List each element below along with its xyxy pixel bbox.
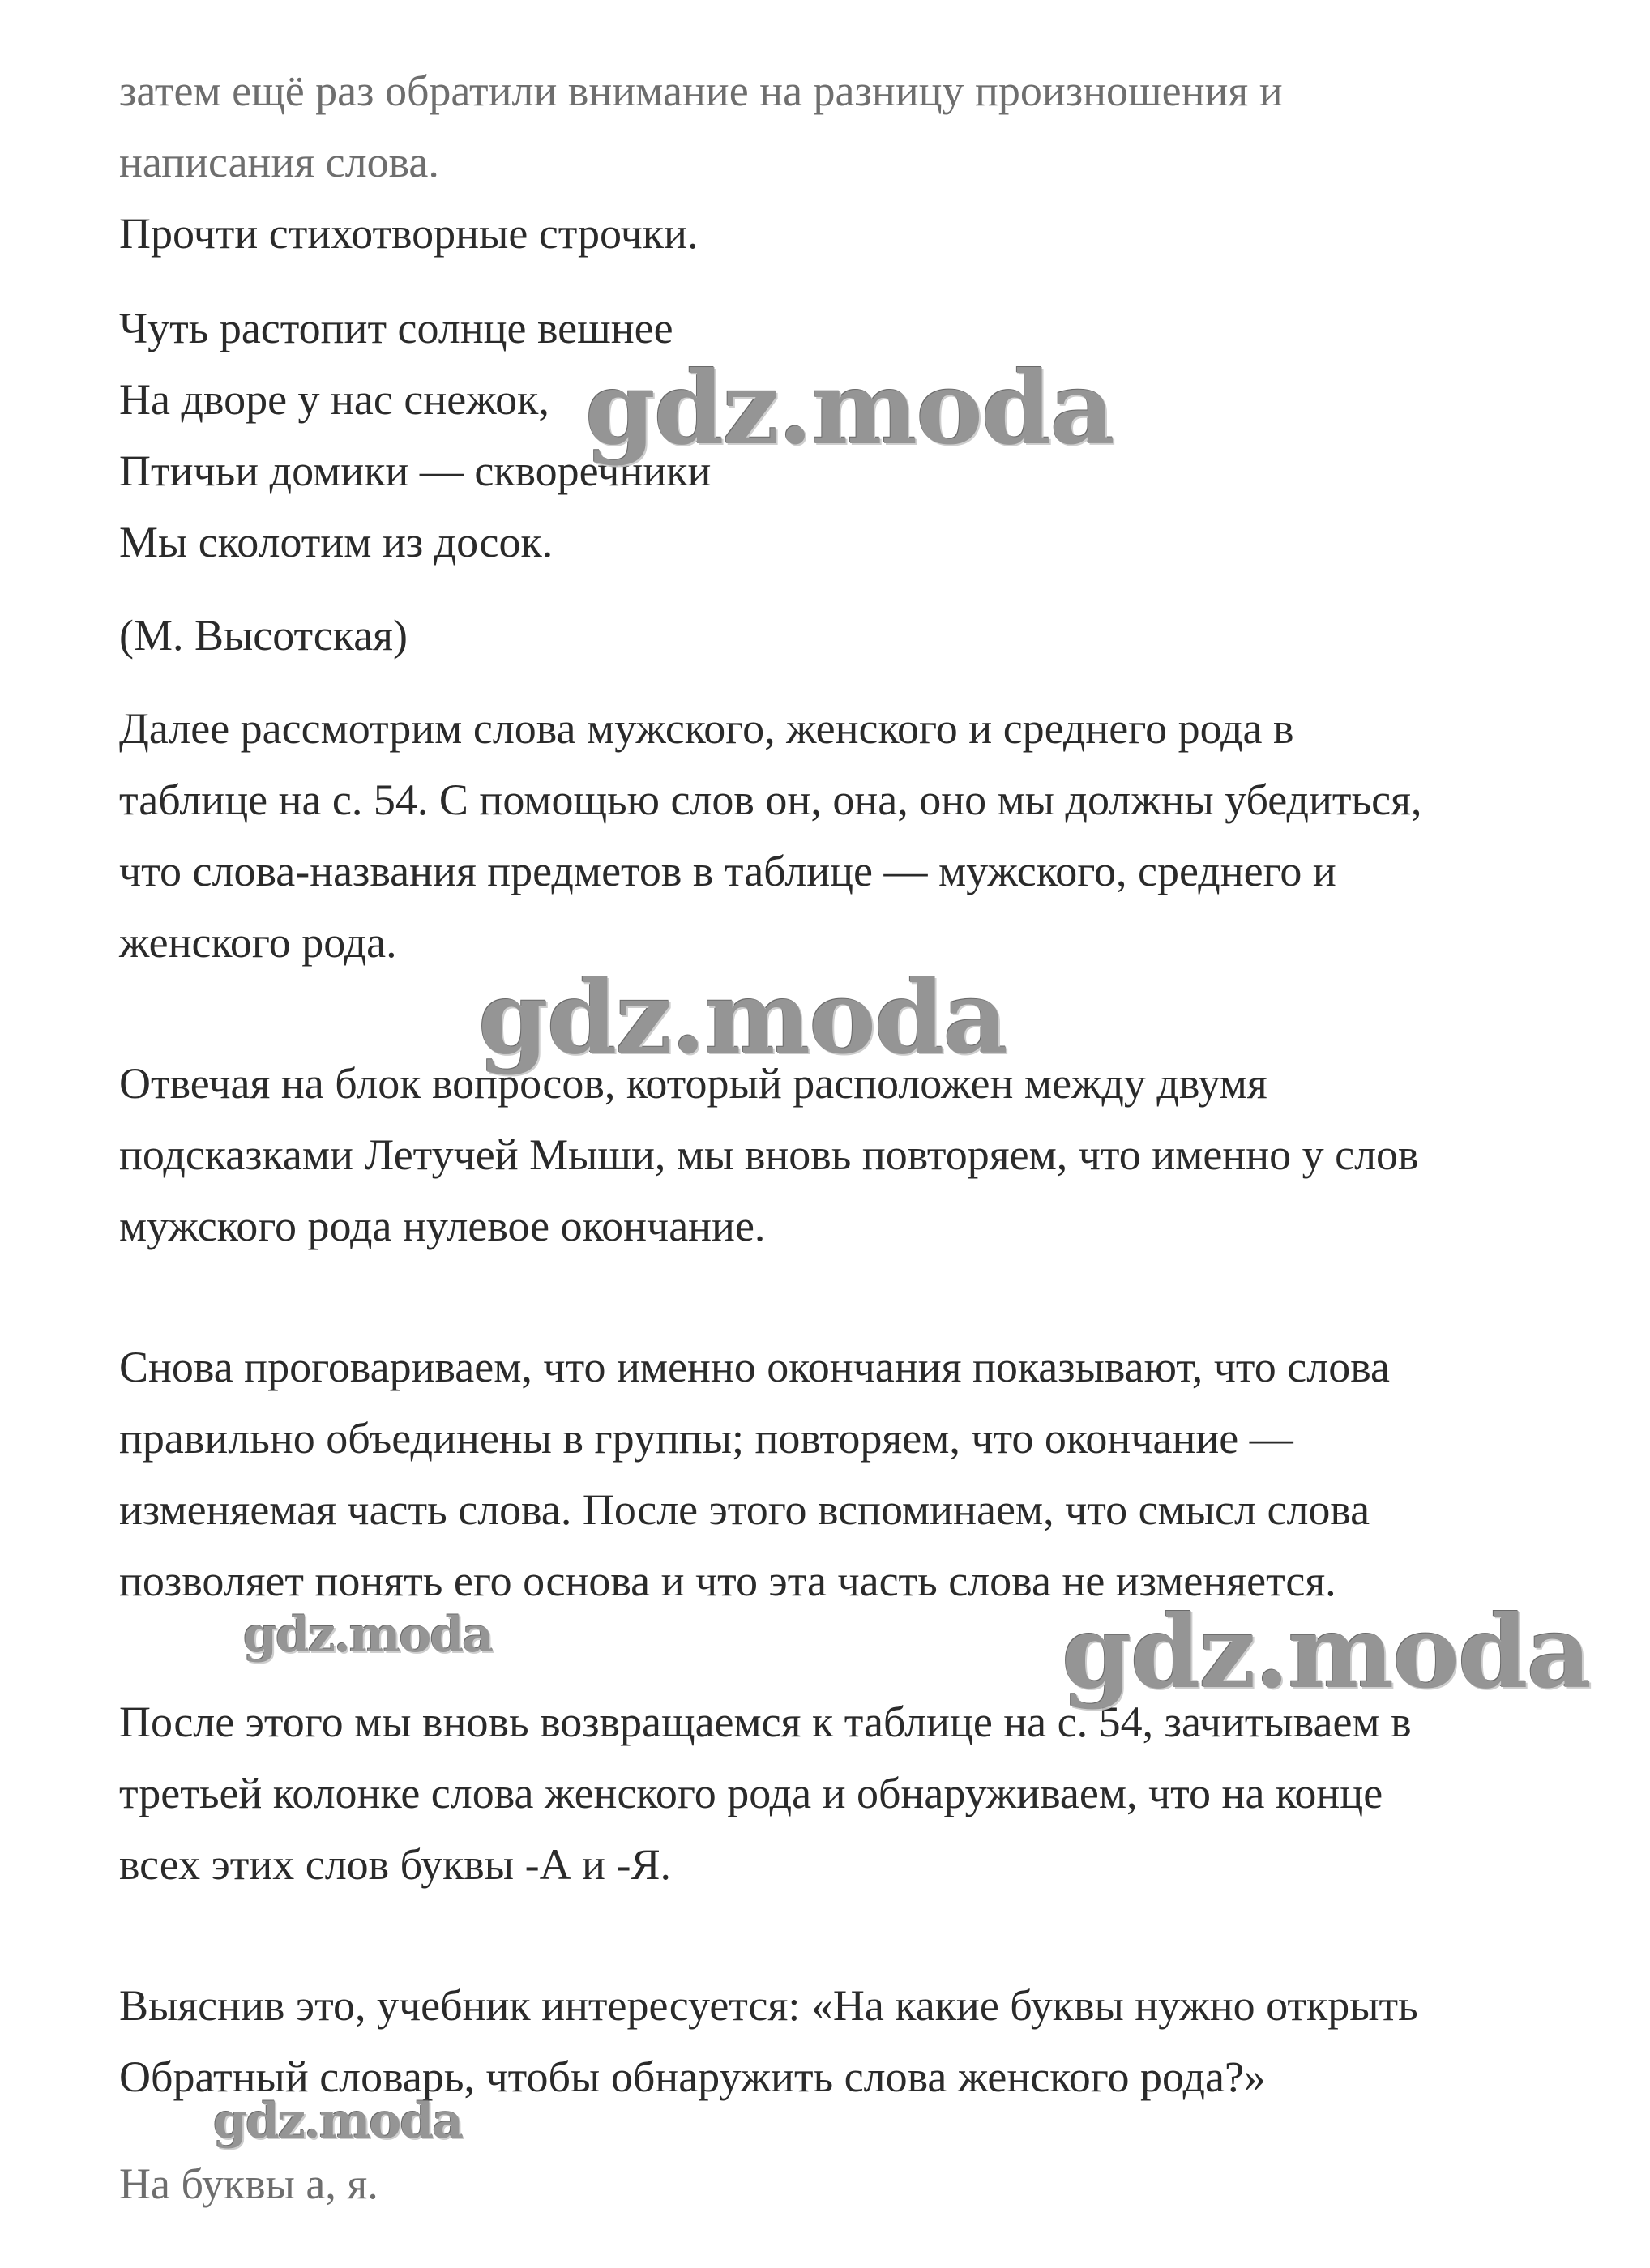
watermark-5: gdz.moda — [213, 2093, 463, 2150]
watermark-3: gdz.moda — [243, 1607, 493, 1664]
text-line-23: Выяснив это, учебник интересуется: «На какие буквы нужно открыть — [119, 1981, 1418, 2030]
poem-line-1: Чуть растопит солнце вешнее — [119, 304, 673, 352]
text-line-17: правильно объединены в группы; повторяем, что окончание — — [119, 1414, 1293, 1463]
text-line-13: Отвечая на блок вопросов, который расположен между двумя — [119, 1059, 1267, 1108]
text-line-18: изменяемая часть слова. После этого вспоминаем, что смысл слова — [119, 1485, 1370, 1534]
text-line-14: подсказками Летучей Мыши, мы вновь повторяем, что именно у слов — [119, 1130, 1419, 1179]
answer-line: На буквы а, я. — [119, 2159, 378, 2208]
text-line-3: Прочти стихотворные строчки. — [119, 209, 699, 258]
watermark-2: gdz.moda — [478, 959, 1007, 1077]
watermark-4: gdz.moda — [1062, 1594, 1590, 1711]
text-line-19: позволяет понять его основа и что эта часть слова не изменяется. — [119, 1557, 1336, 1605]
text-line-21: третьей колонке слова женского рода и обнаруживаем, что на конце — [119, 1769, 1383, 1817]
text-line-16: Снова проговариваем, что именно окончания показывают, что слова — [119, 1343, 1390, 1391]
poem-line-4: Мы сколотим из досок. — [119, 518, 554, 566]
text-line-10: таблице на с. 54. С помощью слов он, она, оно мы должны убедиться, — [119, 775, 1422, 824]
text-line-1: затем ещё раз обратили внимание на разницу произношения и — [119, 66, 1283, 115]
text-line-15: мужского рода нулевое окончание. — [119, 1202, 766, 1250]
text-line-12: женского рода. — [119, 918, 397, 967]
poem-line-3: Птичьи домики — скворечники — [119, 446, 712, 495]
text-line-9: Далее рассмотрим слова мужского, женского и среднего рода в — [119, 704, 1294, 753]
text-line-2: написания слова. — [119, 138, 439, 186]
text-line-22: всех этих слов буквы -А и -Я. — [119, 1840, 671, 1889]
text-line-11: что слова-названия предметов в таблице — мужского, среднего и — [119, 847, 1336, 895]
watermark-1: gdz.moda — [585, 350, 1114, 468]
text-line-20: После этого мы вновь возвращаемся к таблице на с. 54, зачитываем в — [119, 1698, 1412, 1746]
text-line-24: Обратный словарь, чтобы обнаружить слова женского рода?» — [119, 2052, 1266, 2101]
poem-author: (М. Высотская) — [119, 611, 408, 660]
poem-line-2: На дворе у нас снежок, — [119, 375, 549, 424]
